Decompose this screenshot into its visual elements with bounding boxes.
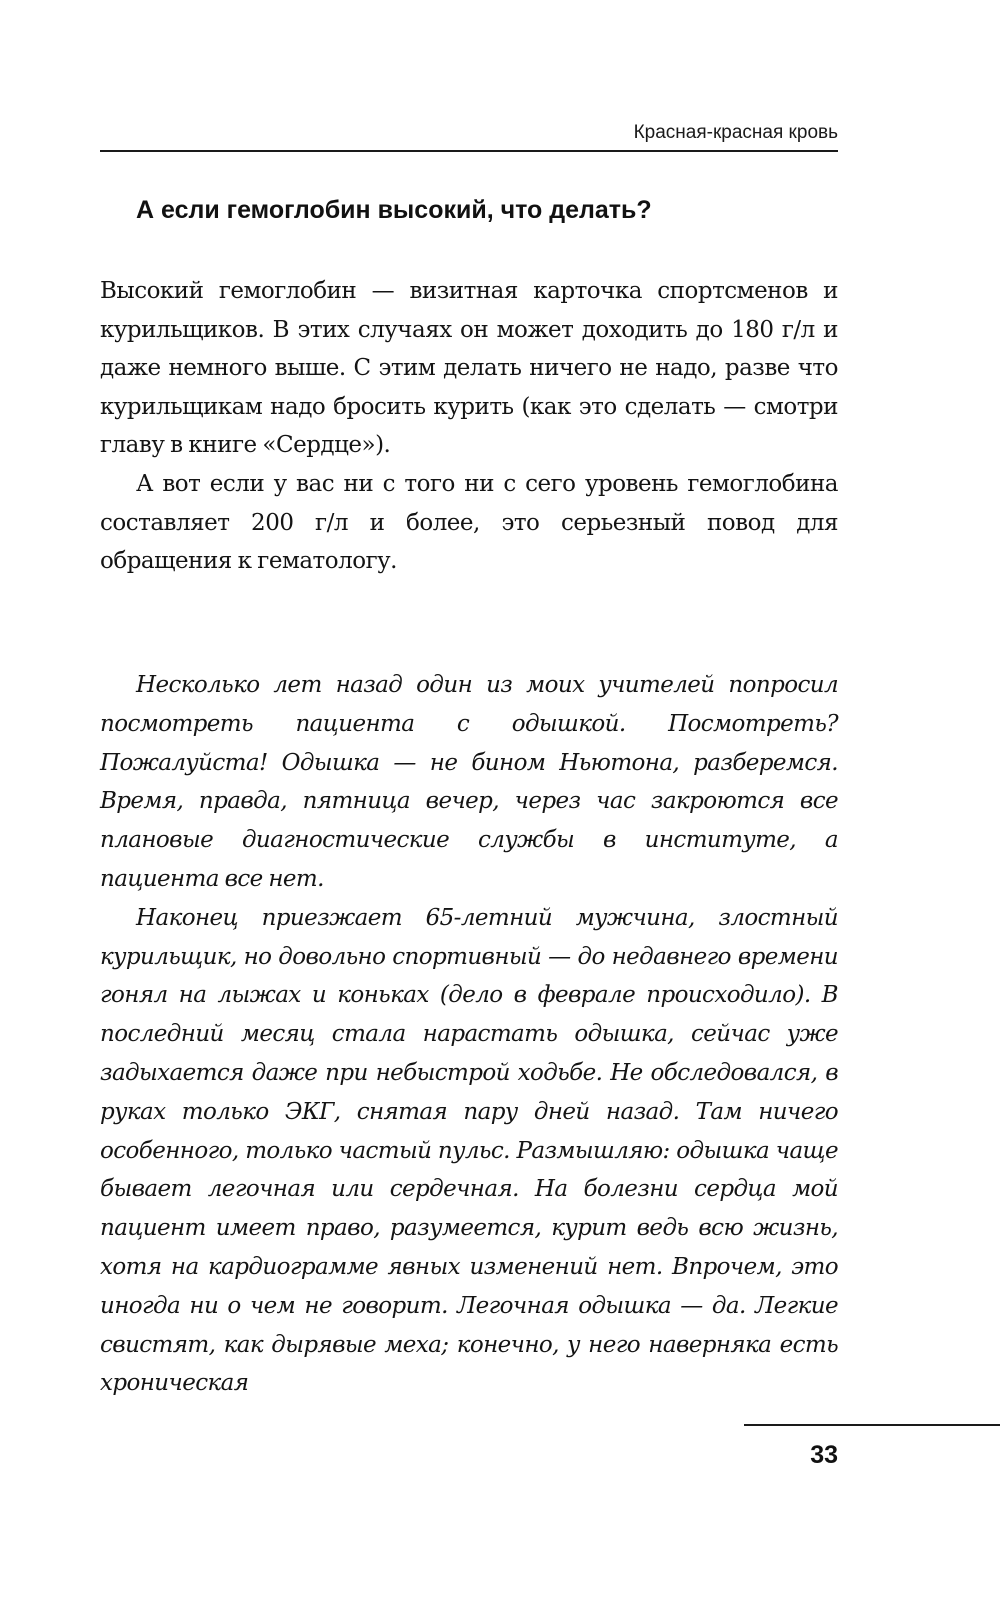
body-text — [100, 272, 838, 581]
body-paragraph: А вот если у вас ни с того ни с сего уровень гемоглобина составляет 200 г/л и более, это серьезный повод для обращения к гематологу. — [100, 470, 838, 575]
section-heading: А если гемоглобин высокий, что делать? — [136, 196, 652, 224]
case-story — [100, 666, 838, 1403]
header-rule — [100, 150, 838, 152]
case-paragraph: Несколько лет назад один из моих учителей попросил посмотреть пациента с одышкой. Посмотреть? Пожалуйста! Одышка — не бином Ньютона, разберемся. Время, правда, пятница вечер, через час закроются все плановые диагностические службы в институте, а пациента все нет. — [100, 672, 838, 892]
case-paragraph: Наконец приезжает 65-летний мужчина, злостный курильщик, но довольно спортивный — до недавнего времени гонял на лыжах и коньках (дело в феврале происходило). В последний месяц стала нарастать одышка, сейчас уже задыхается даже при небыстрой ходьбе. Не обследовался, в руках только ЭКГ, снятая пару дней назад. Там ничего особенного, только частый пульс. Размышляю: одышка чаще бывает легочная или сердечная. На болезни сердца мой пациент имеет право, разумеется, курит ведь всю жизнь, хотя на кардиограмме явных изменений нет. Впрочем, это иногда ни о чем не говорит. Легочная одышка — да. Легкие свистят, как дырявые меха; конечно, у него наверняка есть хроническая — [100, 904, 838, 1397]
footer-rule — [744, 1424, 1000, 1426]
running-head: Красная-красная кровь — [633, 122, 838, 143]
page-number: 33 — [810, 1441, 838, 1469]
body-paragraph: Высокий гемоглобин — визитная карточка спортсменов и курильщиков. В этих случаях он может доходить до 180 г/л и даже немного выше. С этим делать ничего не надо, разве что курильщикам надо бросить курить (как это сделать — смотри главу в книге «Сердце»). — [100, 278, 838, 459]
